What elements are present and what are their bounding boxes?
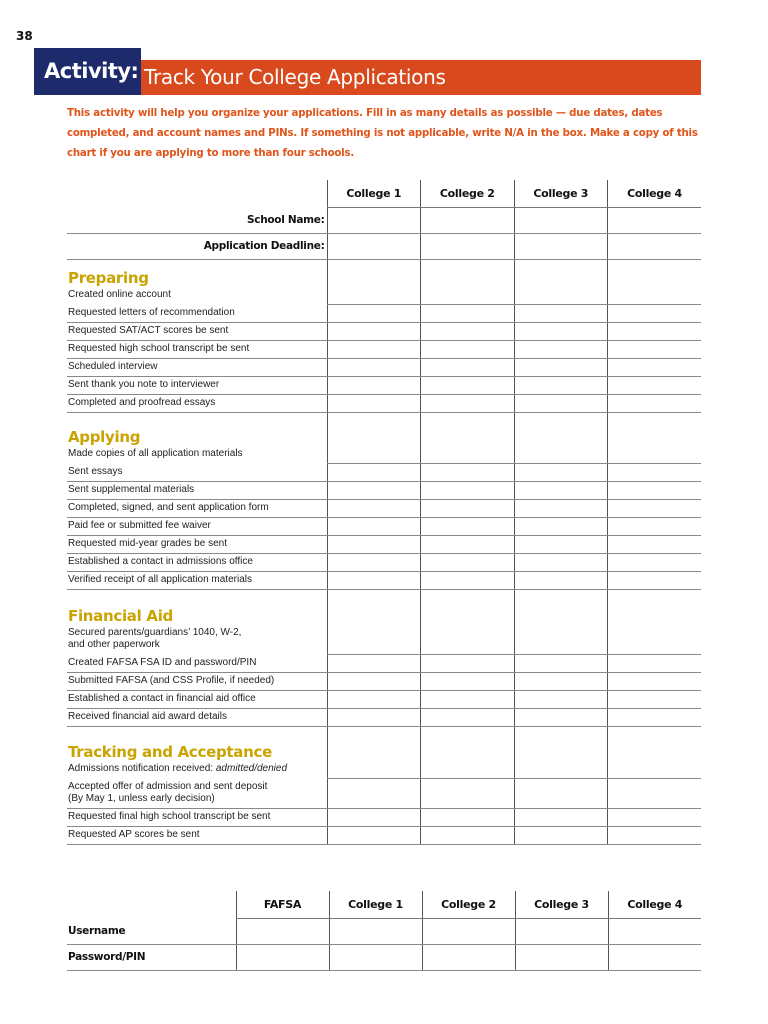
checklist-item: Requested AP scores be sent [67, 826, 327, 844]
input-cell[interactable] [514, 340, 608, 358]
accounts-header-row [67, 891, 701, 918]
input-cell[interactable] [514, 808, 608, 826]
input-cell[interactable] [608, 358, 702, 376]
checklist-row [67, 481, 701, 499]
header-blank [67, 180, 327, 207]
input-cell[interactable] [327, 412, 421, 463]
input-cell[interactable] [421, 412, 515, 463]
checklist-row [67, 690, 701, 708]
checklist-row [67, 358, 701, 376]
checklist-item: Submitted FAFSA (and CSS Profile, if needed) [67, 672, 327, 690]
input-cell[interactable] [608, 826, 702, 844]
input-cell[interactable] [329, 944, 422, 970]
section-financial-aid [67, 589, 701, 654]
section-cell [67, 589, 327, 654]
input-cell[interactable] [421, 481, 515, 499]
input-cell[interactable] [421, 553, 515, 571]
input-cell[interactable] [608, 499, 702, 517]
input-cell[interactable] [421, 233, 515, 259]
input-cell[interactable] [608, 322, 702, 340]
input-cell[interactable] [327, 654, 421, 672]
checklist-item: Completed, signed, and sent application form [67, 499, 327, 517]
input-cell[interactable] [327, 690, 421, 708]
checklist-item: Sent supplemental materials [67, 481, 327, 499]
input-cell[interactable] [327, 517, 421, 535]
tracker-header-row [67, 180, 701, 207]
input-cell[interactable] [514, 259, 608, 304]
activity-tag: Activity: [34, 48, 141, 95]
section-tracking-acceptance [67, 726, 701, 778]
page-number: 38 [16, 29, 33, 43]
column-fafsa: FAFSA [236, 891, 329, 918]
input-cell[interactable] [608, 535, 702, 553]
input-cell[interactable] [327, 708, 421, 726]
checklist-item: Established a contact in admissions office [67, 553, 327, 571]
checklist-row [67, 394, 701, 412]
instructions-text: This activity will help you organize your applications. Fill in as many details as possible — due dates, dates completed, and account names and PINs. If something is not applicable, write N/A in the box. Make a copy of this chart if you are applying to more than four schools. [67, 108, 698, 159]
input-cell[interactable] [327, 826, 421, 844]
checklist-item-continued: and other paperwork [68, 639, 160, 650]
activity-banner [34, 48, 701, 95]
input-cell[interactable] [608, 808, 702, 826]
section-preparing [67, 259, 701, 304]
input-cell[interactable] [608, 571, 702, 589]
checklist-row [67, 672, 701, 690]
checklist-item-italic: admitted/denied [215, 763, 288, 774]
input-cell[interactable] [421, 340, 515, 358]
checklist-item: Requested high school transcript be sent [67, 340, 327, 358]
input-cell[interactable] [608, 690, 702, 708]
input-cell[interactable] [608, 517, 702, 535]
column-college-4: College 4 [608, 180, 702, 207]
input-cell[interactable] [514, 672, 608, 690]
checklist-row [67, 499, 701, 517]
input-cell[interactable] [421, 726, 515, 778]
input-cell[interactable] [514, 499, 608, 517]
input-cell[interactable] [514, 394, 608, 412]
checklist-row [67, 553, 701, 571]
input-cell[interactable] [608, 207, 702, 233]
input-cell[interactable] [608, 672, 702, 690]
input-cell[interactable] [514, 358, 608, 376]
input-cell[interactable] [514, 826, 608, 844]
input-cell[interactable] [514, 571, 608, 589]
username-label: Username [67, 918, 236, 944]
input-cell[interactable] [608, 654, 702, 672]
input-cell[interactable] [514, 778, 608, 808]
column-college-1: College 1 [329, 891, 422, 918]
checklist-item: Paid fee or submitted fee waiver [67, 517, 327, 535]
column-college-1: College 1 [327, 180, 421, 207]
checklist-item: Made copies of all application materials [68, 448, 243, 459]
deadline-row [67, 233, 701, 259]
input-cell[interactable] [514, 708, 608, 726]
checklist-row [67, 708, 701, 726]
section-cell [67, 259, 327, 304]
input-cell[interactable] [422, 918, 515, 944]
input-cell[interactable] [421, 535, 515, 553]
checklist-item: Requested letters of recommendation [67, 304, 327, 322]
checklist-item: Scheduled interview [67, 358, 327, 376]
section-title-applying: Applying [68, 428, 141, 446]
input-cell[interactable] [608, 944, 701, 970]
input-cell[interactable] [327, 259, 421, 304]
checklist-item: Created online account [68, 289, 171, 300]
input-cell[interactable] [327, 207, 421, 233]
input-cell[interactable] [514, 654, 608, 672]
input-cell[interactable] [608, 918, 701, 944]
input-cell[interactable] [608, 412, 702, 463]
input-cell[interactable] [422, 944, 515, 970]
column-college-3: College 3 [514, 180, 608, 207]
checklist-item: Requested final high school transcript be sent [67, 808, 327, 826]
input-cell[interactable] [327, 376, 421, 394]
input-cell[interactable] [327, 340, 421, 358]
input-cell[interactable] [236, 918, 329, 944]
input-cell[interactable] [327, 726, 421, 778]
input-cell[interactable] [514, 481, 608, 499]
input-cell[interactable] [514, 690, 608, 708]
checklist-row [67, 808, 701, 826]
section-applying [67, 412, 701, 463]
section-title-tracking-acceptance: Tracking and Acceptance [68, 743, 272, 761]
checklist-row [67, 571, 701, 589]
checklist-item [68, 763, 327, 778]
input-cell[interactable] [327, 394, 421, 412]
checklist-item: Completed and proofread essays [67, 394, 327, 412]
checklist-row [67, 322, 701, 340]
input-cell[interactable] [515, 918, 608, 944]
input-cell[interactable] [421, 322, 515, 340]
school-name-row [67, 207, 701, 233]
checklist-row [67, 517, 701, 535]
checklist-row [67, 535, 701, 553]
section-cell [67, 412, 327, 463]
school-name-label: School Name: [67, 207, 327, 233]
input-cell[interactable] [421, 708, 515, 726]
input-cell[interactable] [421, 517, 515, 535]
checklist-row [67, 304, 701, 322]
input-cell[interactable] [327, 358, 421, 376]
input-cell[interactable] [421, 589, 515, 654]
password-row [67, 944, 701, 970]
input-cell[interactable] [608, 394, 702, 412]
input-cell[interactable] [608, 553, 702, 571]
input-cell[interactable] [421, 778, 515, 808]
input-cell[interactable] [514, 517, 608, 535]
checklist-item: Requested mid-year grades be sent [67, 535, 327, 553]
application-tracker-table [67, 180, 701, 845]
password-label: Password/PIN [67, 944, 236, 970]
section-cell [67, 726, 327, 778]
checklist-item: Received financial aid award details [67, 708, 327, 726]
input-cell[interactable] [421, 207, 515, 233]
input-cell[interactable] [608, 778, 702, 808]
checklist-row [67, 826, 701, 844]
input-cell[interactable] [608, 233, 702, 259]
input-cell[interactable] [421, 376, 515, 394]
checklist-item-text: Admissions notification received: [68, 763, 214, 774]
checklist-item: Created FAFSA FSA ID and password/PIN [67, 654, 327, 672]
input-cell[interactable] [421, 304, 515, 322]
input-cell[interactable] [515, 944, 608, 970]
username-row [67, 918, 701, 944]
input-cell[interactable] [327, 481, 421, 499]
input-cell[interactable] [421, 826, 515, 844]
input-cell[interactable] [514, 726, 608, 778]
input-cell[interactable] [608, 708, 702, 726]
checklist-row [67, 340, 701, 358]
input-cell[interactable] [514, 207, 608, 233]
checklist-item: Sent thank you note to interviewer [67, 376, 327, 394]
input-cell[interactable] [421, 259, 515, 304]
input-cell[interactable] [329, 918, 422, 944]
input-cell[interactable] [608, 304, 702, 322]
column-college-2: College 2 [421, 180, 515, 207]
input-cell[interactable] [327, 463, 421, 481]
input-cell[interactable] [514, 589, 608, 654]
checklist-row [67, 778, 701, 808]
input-cell[interactable] [608, 726, 702, 778]
input-cell[interactable] [514, 322, 608, 340]
checklist-row [67, 376, 701, 394]
input-cell[interactable] [514, 553, 608, 571]
input-cell[interactable] [421, 690, 515, 708]
section-title-preparing: Preparing [68, 269, 149, 287]
input-cell[interactable] [514, 412, 608, 463]
input-cell[interactable] [327, 322, 421, 340]
input-cell[interactable] [608, 589, 702, 654]
input-cell[interactable] [327, 304, 421, 322]
input-cell[interactable] [608, 340, 702, 358]
checklist-row [67, 463, 701, 481]
activity-title: Track Your College Applications [141, 60, 701, 95]
checklist-item: Established a contact in financial aid office [67, 690, 327, 708]
input-cell[interactable] [421, 672, 515, 690]
input-cell[interactable] [514, 233, 608, 259]
input-cell[interactable] [421, 463, 515, 481]
input-cell[interactable] [608, 481, 702, 499]
input-cell[interactable] [327, 672, 421, 690]
checklist-item-note: (By May 1, unless early decision) [68, 792, 215, 804]
checklist-item: Verified receipt of all application materials [67, 571, 327, 589]
column-college-2: College 2 [422, 891, 515, 918]
input-cell[interactable] [327, 553, 421, 571]
checklist-item-line: Accepted offer of admission and sent deposit [68, 780, 268, 792]
input-cell[interactable] [327, 571, 421, 589]
section-title-financial-aid: Financial Aid [68, 607, 173, 625]
accounts-table [67, 891, 701, 971]
input-cell[interactable] [608, 463, 702, 481]
input-cell[interactable] [421, 499, 515, 517]
input-cell[interactable] [514, 304, 608, 322]
input-cell[interactable] [421, 654, 515, 672]
input-cell[interactable] [236, 944, 329, 970]
checklist-item: Requested SAT/ACT scores be sent [67, 322, 327, 340]
header-blank [67, 891, 236, 918]
checklist-item [67, 778, 327, 808]
checklist-row [67, 654, 701, 672]
input-cell[interactable] [608, 376, 702, 394]
checklist-item: Secured parents/guardians’ 1040, W-2, [68, 627, 242, 638]
input-cell[interactable] [608, 259, 702, 304]
column-college-4: College 4 [608, 891, 701, 918]
input-cell[interactable] [421, 394, 515, 412]
input-cell[interactable] [327, 535, 421, 553]
column-college-3: College 3 [515, 891, 608, 918]
input-cell[interactable] [327, 499, 421, 517]
deadline-label: Application Deadline: [67, 233, 327, 259]
input-cell[interactable] [327, 808, 421, 826]
input-cell[interactable] [327, 233, 421, 259]
input-cell[interactable] [421, 808, 515, 826]
checklist-item: Sent essays [67, 463, 327, 481]
input-cell[interactable] [421, 358, 515, 376]
input-cell[interactable] [327, 778, 421, 808]
input-cell[interactable] [514, 535, 608, 553]
input-cell[interactable] [514, 376, 608, 394]
input-cell[interactable] [514, 463, 608, 481]
input-cell[interactable] [421, 571, 515, 589]
input-cell[interactable] [327, 589, 421, 654]
